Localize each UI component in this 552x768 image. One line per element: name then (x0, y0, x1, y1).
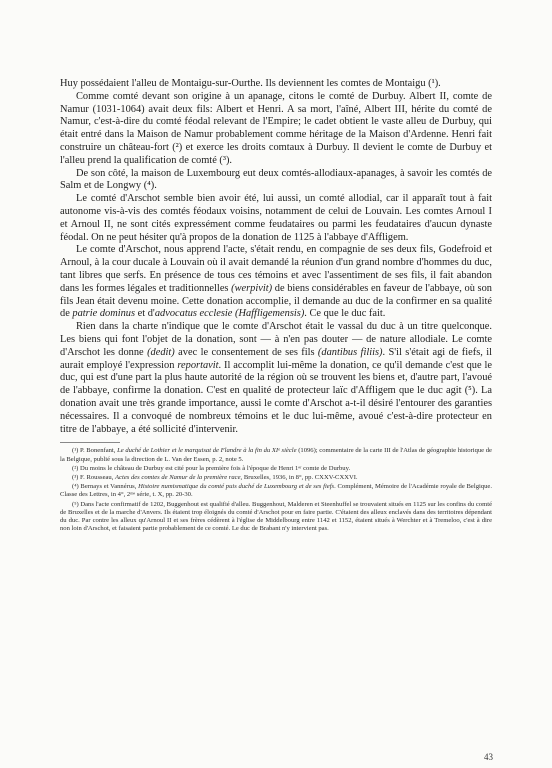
footnote-divider (60, 442, 120, 443)
main-text (60, 78, 492, 436)
paragraph: Le comté d'Arschot semble bien avoir été, lui aussi, un comté allodial, car il apparaît tout à fait autonome vis-à-vis des comtés féodaux voisins, notamment de celui de Louvain. Les comtes Arnoul I et Arnoul II, ne sont cités expressément comme feudataires ou parmi les feudataires d'aucun dynaste féodal. On ne peut hésiter qu'à propos de la donation de 1125 à l'abbaye d'Affligem. (60, 193, 492, 243)
page-body (60, 78, 492, 534)
footnote: (⁵) Dans l'acte confirmatif de 1202, Buggenhout est qualifié d'alleu. Buggenhout, Malderen et Steenhuffel se trouvaient situés en 1125 sur les confins du comté de Bruxelles et de la marche d'Anvers. Ils étaient trop éloignés du comté d'Arschot pour en faire partie. C'étaient des alleux enclavés dans des territoires dépendant du duc. Par contre les alleux qu'Arnoul II et ses frères cédèrent à l'église de Middelbourg entre 1142 et 1152, étaient situés à Werchter et à Tremeloo, c'est à dire non loin d'Arschot, et faisaient partie probablement de ce comté. Le duc de Brabant n'y intervient pas. (60, 500, 492, 533)
page-number: 43 (484, 752, 493, 762)
paragraph: Huy possédaient l'alleu de Montaigu-sur-Ourthe. Ils deviennent les comtes de Montaigu (¹). (60, 78, 441, 89)
paragraph: De son côté, la maison de Luxembourg eut deux comtés-allodiaux-apanages, à savoir les comtés de Salm et de Longwy (⁴). (60, 167, 492, 192)
paragraph: Comme comté devant son origine à un apanage, citons le comté de Durbuy. Albert II, comte de Namur (1031-1064) avait deux fils: Albert et Henri. A sa mort, l'aîné, Albert III, hérite du comté de Namur, c'est-à-dire du comté féodal relevant de l'Empire; le cadet obtient le vaste alleu de Durbuy, qui était entré dans la Maison de Namur probablement comme héritage de la Maison d'Ardenne. Henri fait construire un château-fort (²) et exerce les droits comtaux à Durbuy. Il devient le comte de Durbuy et l'alleu prend la qualification de comté (³). (60, 90, 492, 166)
footnote: (²) Du moins le château de Durbuy est cité pour la première fois à l'époque de Henri 1ᵉʳ comte de Durbuy. (72, 464, 351, 472)
footnote: (⁴) Bernays et Vannérus, Histoire numismatique du comté puis duché de Luxembourg et de ses fiefs. Complément, Mémoire de l'Académie royale de Belgique. Classe des Lettres, in 4°, 2ᵐᵉ série, t. X, pp. 20-30. (60, 483, 492, 499)
footnote: (¹) P. Bonenfant, Le duché de Lothier et le marquisat de Flandre à la fin du XIᵉ siècle (1096); commentaire de la carte III de l'Atlas de géographie historique de la Belgique, publié sous la direction de L. Van der Essen, p. 2, note 5. (60, 447, 492, 463)
paragraph: Rien dans la charte n'indique que le comte d'Arschot était le vassal du duc à un titre quelconque. Les biens qui font l'objet de la donation, sont — à n'en pas douter — de nature allodiale. Le comte d'Arschot les donne (dedit) avec le consentement de ses fils (dantibus filiis). S'il s'était agi de fiefs, il aurait employé l'expression reportavit. Il accomplit lui-même la donation, ce qu'il demande c'est que le duc, qui est d'une part la plus haute autorité de la région où se trouvent les biens et, d'autre part, l'avoué de l'abbaye, confirme la donation. C'est en qualité de protecteur laïc d'Affligem que le duc agit (⁵). La donation avait une très grande importance, aussi le comte d'Arschot a-t-il désiré l'entourer des garanties nécessaires. Il a convoqué de nombreux témoins et le duc lui-même, avoué c'est-à-dire protecteur en titre de l'abbaye, a été sollicité d'intervenir. (60, 321, 492, 435)
footnotes (60, 447, 492, 533)
paragraph: Le comte d'Arschot, nous apprend l'acte, s'était rendu, en compagnie de ses deux fils, Godefroid et Arnoul, à la cour ducale à Louvain où il avait demandé la réunion d'un grand nombre d'hommes du duc, tant libres que serfs. En présence de tous ces témoins et avec l'assentiment de ses fils, il fait abandon dans les formes légales et traditionnelles (werpivit) de biens considérables en faveur de l'abbaye, où son fils Jean était devenu moine. Cette donation accomplie, il demande au duc de la confirmer en sa qualité de patrie dominus et d'advocatus ecclesie (Haffligemensis). Ce que le duc fait. (60, 244, 492, 320)
footnote: (³) F. Rousseau, Actes des comtes de Namur de la première race, Bruxelles, 1936, in 8°, pp. CXXV-CXXVI. (72, 473, 358, 481)
